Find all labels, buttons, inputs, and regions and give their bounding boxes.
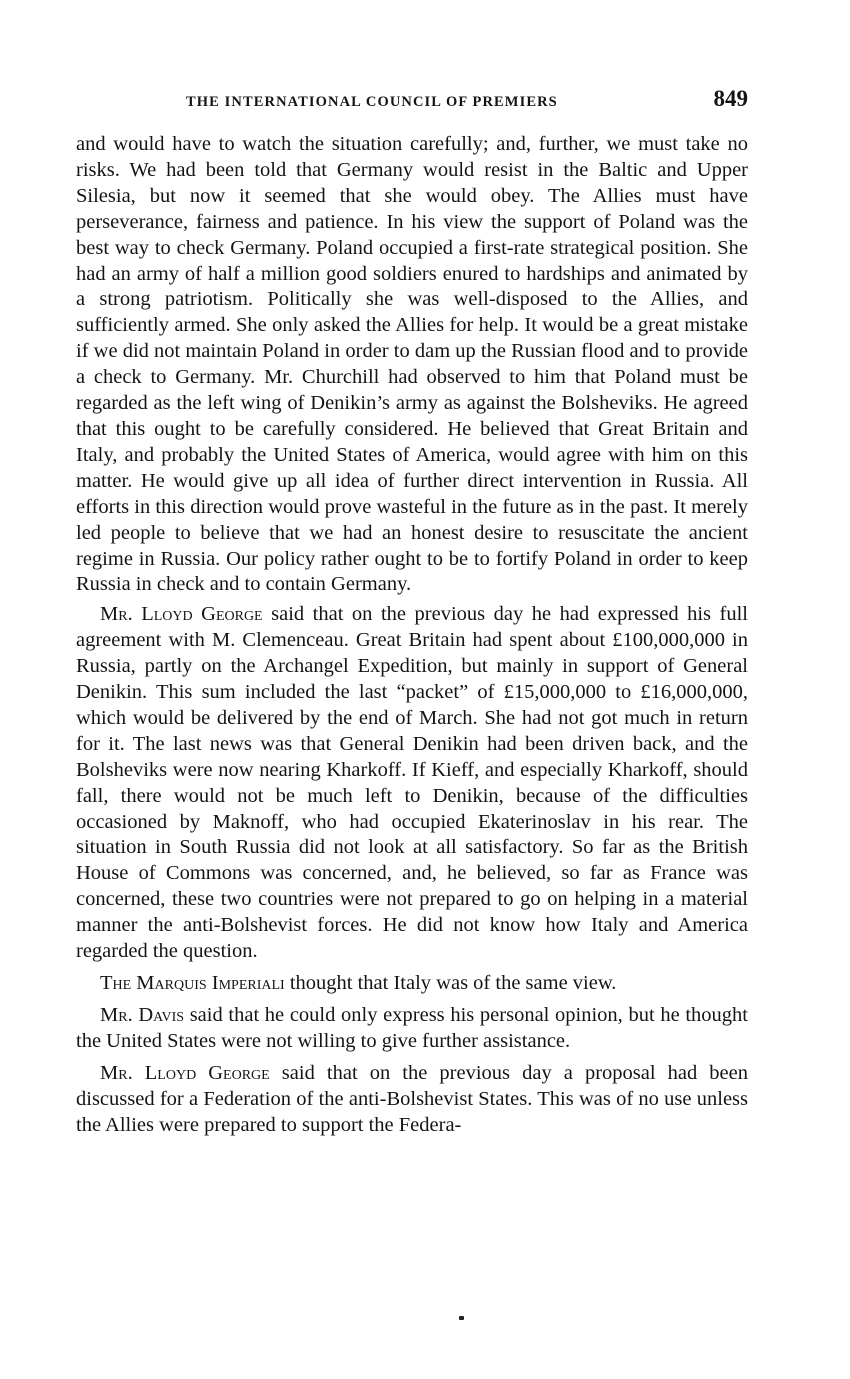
paragraph-text: said that on the previous day a proposal had been discussed for a Federation of the anti-Bolshevist States. This was of no use unless the Allies were prepared to support the Federa-: [76, 1061, 748, 1136]
running-title: THE INTERNATIONAL COUNCIL OF PREMIERS: [186, 94, 558, 110]
paragraph-lloyd-george-1: [76, 602, 748, 965]
speaker-name: Mr. Davis: [100, 1003, 185, 1026]
paragraph-lloyd-george-2: [76, 1061, 748, 1139]
speaker-name: The Marquis Imperiali: [100, 972, 285, 994]
footer-dot-mark: [459, 1316, 464, 1320]
page-header: [76, 86, 748, 118]
page-number: 849: [713, 86, 748, 111]
body-text: [76, 132, 748, 1144]
paragraph-continuation: [76, 132, 748, 598]
paragraph-text: said that he could only express his personal opinion, but he thought the United States were not willing to give further assistance.: [76, 1003, 748, 1052]
paragraph-text: thought that Italy was of the same view.: [284, 972, 617, 994]
speaker-name: Mr. Lloyd George: [100, 1061, 270, 1084]
paragraph-davis: [76, 1003, 748, 1055]
paragraph-text: and would have to watch the situation carefully; and, further, we must take no risks. We had been told that Germany would resist in the Baltic and Upper Silesia, but now it seemed that she would obey. The Allies must have perseverance, fairness and patience. In his view the support of Poland was the best way to check Germany. Poland occupied a first-rate strategical position. She had an army of half a million good soldiers enured to hardships and animated by a strong patriotism. Politically she was well-disposed to the Allies, and sufficiently armed. She only asked the Allies for help. It would be a great mistake if we did not maintain Poland in order to dam up the Russian flood and to provide a check to Germany. Mr. Churchill had observed to him that Poland must be regarded as the left wing of Denikin’s army as against the Bolsheviks. He agreed that this ought to be carefully considered. He believed that Great Britain and Italy, and probably the United States of America, would agree with him on this matter. He would give up all idea of further direct intervention in Russia. All efforts in this direction would prove wasteful in the future as in the past. It merely led people to believe that we had an honest desire to resuscitate the ancient regime in Russia. Our policy rather ought to be to fortify Poland in order to keep Russia in check and to contain Germany.: [76, 133, 748, 596]
paragraph-marquis-imperiali: [76, 971, 748, 997]
paragraph-text: said that on the previous day he had expressed his full agreement with M. Clemenceau. Great Britain had spent about £100,000,000 in Russia, partly on the Archangel Expedition, but mainly in support of General Denikin. This sum included the last “packet” of £15,000,000 to £16,000,000, which would be delivered by the end of March. She had not got much in return for it. The last news was that General Denikin had been driven back, and the Bolsheviks were now nearing Kharkoff. If Kieff, and especially Kharkoff, should fall, there would not be much left to Denikin, because of the difficulties occasioned by Maknoff, who had occupied Ekaterinoslav in his rear. The situation in South Russia did not look at all satisfactory. So far as the British House of Commons was concerned, and, he believed, so far as France was concerned, these two countries were not prepared to go on helping in a material manner the anti-Bolshevist forces. He did not know how Italy and America regarded the question.: [76, 603, 748, 963]
speaker-name: Mr. Lloyd George: [100, 603, 263, 626]
